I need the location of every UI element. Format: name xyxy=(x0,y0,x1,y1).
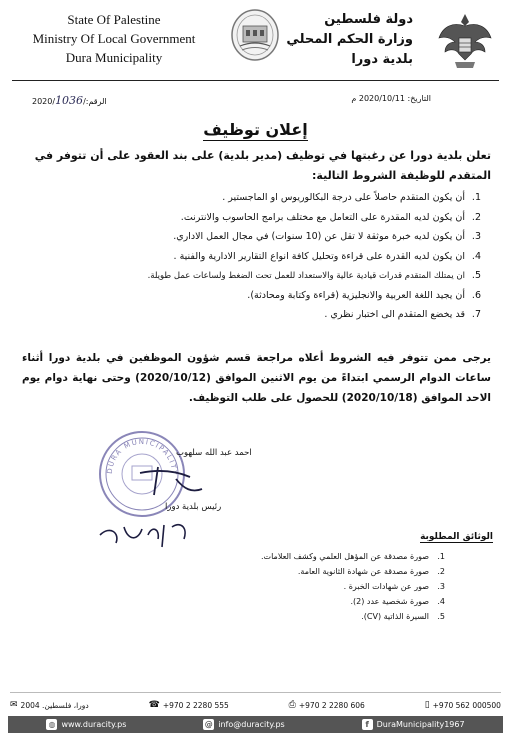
list-item: 1. صورة مصدقة عن المؤهل العلمي وكشف العلامات. xyxy=(261,552,445,561)
header-english xyxy=(14,10,214,67)
mail-envelope-icon: ✉ xyxy=(10,700,18,710)
list-item: 4. ان يكون لديه القدرة على قراءة وتحليل كافة انواع التقارير الادارية والفنية . xyxy=(173,250,481,262)
footer-facebook[interactable]: f DuraMunicipality1967 xyxy=(362,719,465,730)
reference-number-handwritten: 1036 xyxy=(55,94,84,107)
list-item: 7. قد يخضع المتقدم الى اختبار نظري . xyxy=(324,309,481,320)
header-en-state: State Of Palestine xyxy=(67,12,161,27)
footer-email[interactable]: @ info@duracity.ps xyxy=(204,720,285,729)
footer-phone-1: ▯ +970 562 000500 xyxy=(424,700,501,710)
documents-title: الوثائق المطلوبة xyxy=(420,532,493,542)
reference-date xyxy=(351,94,431,103)
reference-date-label: التاريخ: xyxy=(407,94,431,103)
facebook-icon: f xyxy=(362,719,373,730)
palestine-eagle-emblem-icon xyxy=(435,8,495,74)
footer-links-bar xyxy=(8,716,503,733)
header-en-ministry: Ministry Of Local Government xyxy=(32,31,196,46)
list-item: 4. صورة شخصية عدد (2). xyxy=(350,597,445,606)
header-arabic xyxy=(263,10,413,70)
footer-website[interactable]: ◍ www.duracity.ps xyxy=(48,720,127,729)
mobile-phone-icon: ▯ xyxy=(424,700,430,710)
footer-contact-row xyxy=(10,698,501,712)
footer-divider xyxy=(10,692,501,693)
list-item: 2. أن يكون لديه المقدرة على التعامل مع مختلف برامج الحاسوب والانترنت. xyxy=(180,211,481,223)
globe-icon: ◍ xyxy=(46,719,57,730)
closing-paragraph: يرجى ممن تتوفر فيه الشروط أعلاه مراجعة قسم شؤون الموظفين في بلدية دورا أثناء ساعات الدوام الرسمي ابتداءً من يوم الاثنين الموافق (2020/10/12) وحتى نهاية دوام يوم الاحد الموافق (2020/10/18) للحصول على طلب التوظيف. xyxy=(22,352,491,404)
requirements-list xyxy=(60,192,481,329)
signatory-name: احمد عبد الله سلهوب xyxy=(176,448,252,458)
list-item: 5. ان يمتلك المتقدم قدرات قيادية عالية والاستعداد للعمل تحت الضغط ولساعات عمل طويلة. xyxy=(147,270,481,281)
announcement-intro: تعلن بلدية دورا عن رغبتها في توظيف (مدير بلدية) على بند العقود على أن تتوفر في المتقدم للوظيفة الشروط التالية: xyxy=(34,149,491,182)
footer-phone-2: ⎙ +970 2 2280 606 xyxy=(288,700,365,710)
header-ar-ministry: وزارة الحكم المحلي xyxy=(286,32,413,47)
reference-row xyxy=(20,92,491,110)
footer-phone-3: ☎ +970 2 2280 555 xyxy=(148,700,229,710)
footer-pobox: ✉ 2004 .دورا، فلسطين xyxy=(10,700,89,710)
header-ar-state: دولة فلسطين xyxy=(324,12,413,27)
header-ar-municipality: بلدية دورا xyxy=(351,52,413,67)
printer-fax-icon: ⎙ xyxy=(288,700,296,710)
list-item: 3. صور عن شهادات الخبرة . xyxy=(343,582,445,591)
list-item: 1. أن يكون المتقدم حاصلاً على درجة البكالوريوس او الماجستير . xyxy=(222,192,481,203)
reference-number xyxy=(32,94,107,107)
at-sign-icon: @ xyxy=(204,720,213,729)
list-item: 2. صورة مصدقة عن شهادة الثانوية العامة. xyxy=(297,567,445,576)
list-item: 5. السيرة الذاتية (CV). xyxy=(361,612,445,621)
list-item: 6. أن يجيد اللغة العربية والانجليزية (قراءة وكتابة ومحادثة). xyxy=(247,289,481,301)
stamp-text: DURA MUNICIPALITY xyxy=(105,437,179,477)
reference-date-value: 2020/10/11 م xyxy=(351,94,405,103)
signatory-title: رئيس بلدية دورا xyxy=(165,502,222,512)
list-item: 3. أن يكون لديه خبرة موثقة لا تقل عن (10 سنوات) في مجال العمل الاداري. xyxy=(173,231,481,242)
documents-list xyxy=(185,552,445,627)
reference-number-year: /2020/ xyxy=(32,97,86,106)
announcement-title: إعلان توظيف xyxy=(203,120,308,139)
phone-icon: ☎ xyxy=(148,700,160,710)
reference-number-label: الرقم: xyxy=(85,97,107,106)
header-divider xyxy=(12,80,499,81)
header-en-municipality: Dura Municipality xyxy=(65,50,163,65)
